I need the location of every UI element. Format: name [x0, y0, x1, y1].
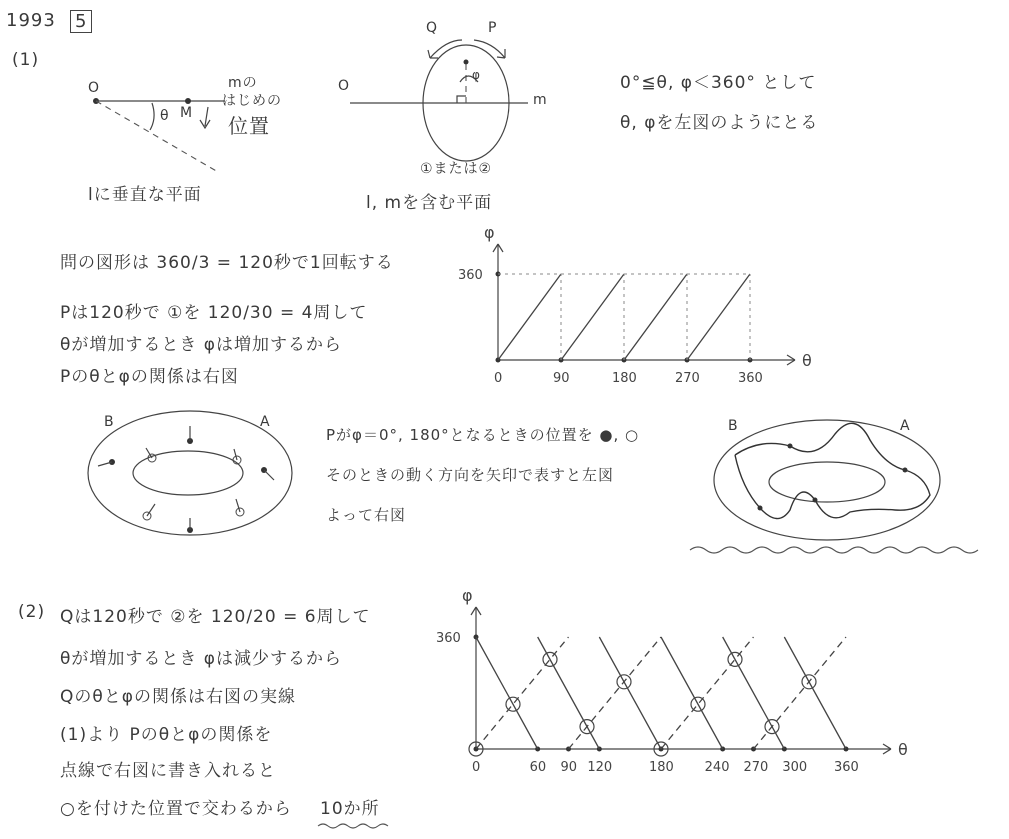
answer-text: 10か所 — [320, 799, 380, 819]
part2-label: (2) — [18, 602, 46, 622]
solid-series-line — [498, 274, 561, 360]
torus-text-1: Pがφ＝0°, 180°となるときの位置を ●, ○ — [326, 426, 640, 444]
x-tick-label: 300 — [782, 760, 808, 775]
chart1-graph — [458, 223, 812, 386]
problem-number: 5 — [70, 10, 92, 33]
x-tick-label: 60 — [529, 760, 547, 775]
y-axis-label: φ — [462, 586, 473, 605]
fig1-m-initial-2: はじめの — [222, 93, 282, 109]
solid-series-line — [784, 637, 846, 749]
torus-left-A: A — [260, 414, 271, 430]
x-axis-label: θ — [802, 351, 812, 370]
fig1-drawing — [93, 98, 225, 172]
x-tick-label: 270 — [743, 760, 769, 775]
fig1-O: O — [88, 80, 101, 96]
p2-line-5: 点線で右図に書き入れると — [60, 761, 276, 781]
chart2-graph — [436, 586, 908, 775]
solid-series-line — [687, 274, 750, 360]
torus-text-2: そのときの動く方向を矢印で表すと左図 — [326, 466, 615, 484]
torus-left-B: B — [104, 414, 115, 430]
torus-text-3: よって右図 — [326, 506, 407, 524]
x-tick-label: 180 — [649, 760, 674, 775]
y-tick-label: 360 — [458, 268, 483, 283]
fig2-circle-label: ①または② — [420, 161, 493, 177]
y-tick-label: 360 — [436, 631, 461, 646]
x-tick-label: 360 — [834, 760, 859, 775]
p1-line-1: 問の図形は 360/3 = 120秒で1回転する — [60, 253, 394, 273]
p1-line-3: θが増加するとき φは増加するから — [60, 335, 343, 355]
fig2-Q: Q — [426, 20, 439, 36]
solid-series-line — [561, 274, 624, 360]
torus-right-A: A — [900, 418, 911, 434]
torus-right-B: B — [728, 418, 739, 434]
solid-series-line — [624, 274, 687, 360]
solid-series-line — [476, 637, 538, 749]
solid-series-line — [538, 637, 600, 749]
torus-right-drawing — [690, 420, 978, 553]
x-tick-label: 240 — [704, 760, 730, 775]
p1-line-4: Pのθとφの関係は右図 — [60, 367, 239, 387]
fig1-M: M — [180, 105, 194, 121]
fig2-phi: φ — [472, 68, 481, 82]
fig2-caption: l, mを含む平面 — [366, 193, 493, 213]
fig1-m-initial-3: 位置 — [228, 114, 270, 138]
x-tick-label: 90 — [553, 371, 570, 386]
p2-line-1: Qは120秒で ②を 120/20 = 6周して — [60, 607, 371, 627]
year-label: 1993 — [6, 10, 56, 31]
range-line-1: 0°≦θ, φ＜360° として — [620, 73, 817, 93]
p2-line-6: ○を付けた位置で交わるから — [60, 799, 292, 819]
solid-series-line — [599, 637, 661, 749]
x-axis-label: θ — [898, 740, 908, 759]
fig2-P: P — [488, 20, 498, 36]
fig1-caption: lに垂直な平面 — [88, 185, 202, 205]
fig2-O: O — [338, 78, 351, 94]
answer-underline — [318, 824, 388, 828]
x-tick-label: 90 — [560, 760, 578, 775]
fig2-drawing — [350, 40, 528, 161]
part1-label: (1) — [12, 50, 40, 70]
range-line-2: θ, φを左図のようにとる — [620, 113, 819, 133]
x-tick-label: 0 — [472, 760, 481, 775]
solid-series-line — [723, 637, 785, 749]
p2-line-3: Qのθとφの関係は右図の実線 — [60, 687, 296, 707]
x-tick-label: 120 — [587, 760, 613, 775]
solid-series-line — [661, 637, 723, 749]
p2-line-2: θが増加するとき φは減少するから — [60, 649, 343, 669]
fig2-m: m — [533, 92, 548, 108]
p2-line-4: (1)より Pのθとφの関係を — [60, 725, 273, 745]
fig1-theta: θ — [160, 108, 170, 124]
p1-line-2: Pは120秒で ①を 120/30 = 4周して — [60, 303, 368, 323]
x-tick-label: 270 — [675, 371, 700, 386]
x-tick-label: 360 — [738, 371, 763, 386]
x-tick-label: 180 — [612, 371, 637, 386]
x-tick-label: 0 — [494, 371, 503, 386]
y-axis-label: φ — [484, 223, 495, 242]
fig1-m-initial-1: mの — [228, 75, 258, 91]
